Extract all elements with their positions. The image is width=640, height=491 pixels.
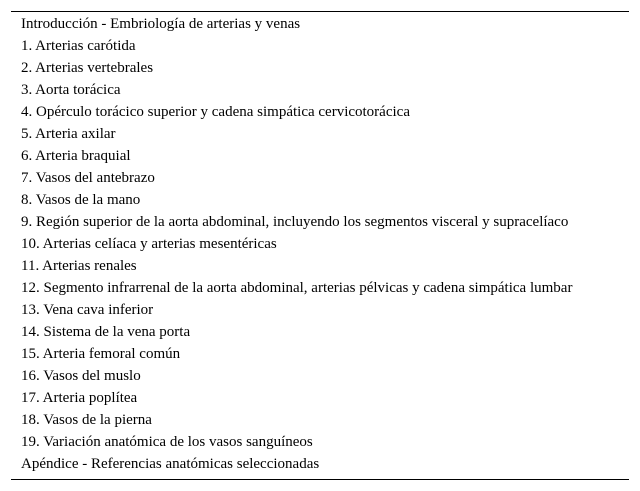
toc-chapter-14: 14. Sistema de la vena porta [21, 324, 191, 340]
toc-chapter-5: 5. Arteria axilar [21, 126, 116, 142]
toc-chapter-8: 8. Vasos de la mano [21, 192, 141, 208]
toc-appendix: Apéndice - Referencias anatómicas seleccionadas [21, 456, 320, 472]
toc-chapter-15: 15. Arteria femoral común [21, 346, 181, 362]
toc-chapter-16: 16. Vasos del muslo [21, 368, 141, 384]
toc-chapter-17: 17. Arteria poplítea [21, 390, 138, 406]
toc-chapter-19: 19. Variación anatómica de los vasos sanguíneos [21, 434, 313, 450]
toc-chapter-13: 13. Vena cava inferior [21, 302, 154, 318]
toc-list [21, 13, 572, 475]
table-of-contents [11, 11, 629, 480]
toc-intro: Introducción - Embriología de arterias y venas [21, 16, 301, 32]
toc-chapter-6: 6. Arteria braquial [21, 148, 131, 164]
toc-chapter-3: 3. Aorta torácica [21, 82, 121, 98]
toc-chapter-18: 18. Vasos de la pierna [21, 412, 152, 428]
toc-chapter-4: 4. Opérculo torácico superior y cadena simpática cervicotorácica [21, 104, 410, 120]
toc-chapter-10: 10. Arterias celíaca y arterias mesentéricas [21, 236, 277, 252]
toc-chapter-7: 7. Vasos del antebrazo [21, 170, 155, 186]
toc-chapter-12: 12. Segmento infrarrenal de la aorta abdominal, arterias pélvicas y cadena simpática lumbar [21, 280, 573, 296]
toc-chapter-11: 11. Arterias renales [21, 258, 137, 274]
toc-chapter-2: 2. Arterias vertebrales [21, 60, 154, 76]
toc-chapter-9: 9. Región superior de la aorta abdominal, incluyendo los segmentos visceral y supracelíaco [21, 214, 569, 230]
toc-chapter-1: 1. Arterias carótida [21, 38, 136, 54]
